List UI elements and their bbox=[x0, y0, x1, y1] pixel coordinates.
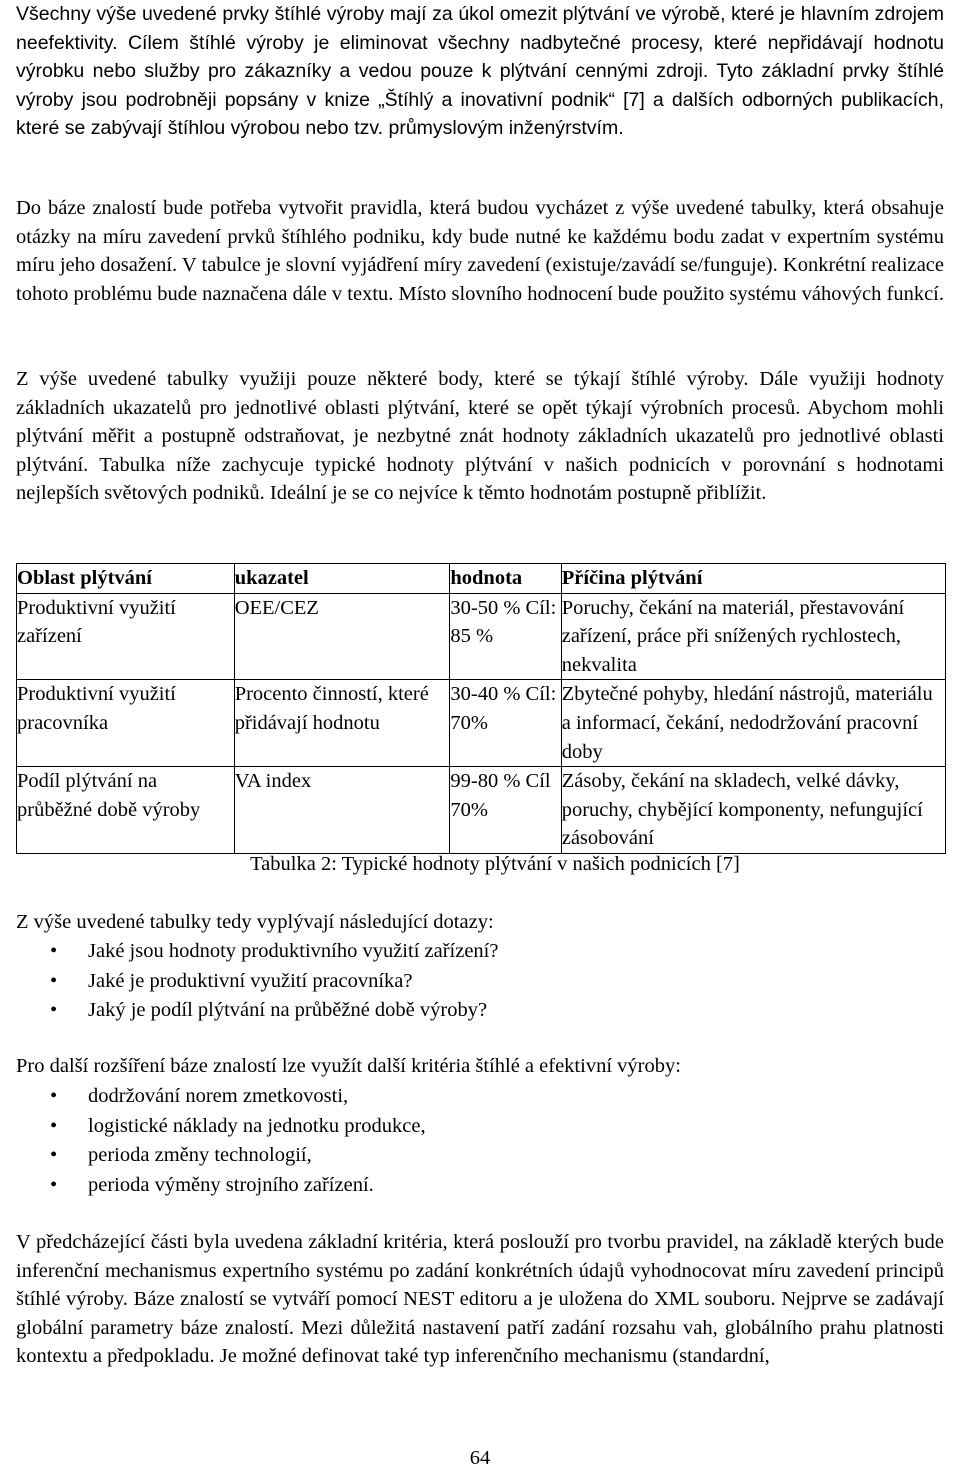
bullet-icon: • bbox=[50, 999, 58, 1021]
list-item-text: Jaké jsou hodnoty produktivního využití zařízení? bbox=[88, 940, 499, 962]
table-header-cell: hodnota bbox=[450, 564, 561, 594]
table-cell: Procento činností, které přidávají hodnotu bbox=[234, 680, 450, 767]
table-cell: Produktivní využití zařízení bbox=[17, 593, 235, 680]
bullet-icon: • bbox=[50, 969, 58, 992]
table-cell: Zásoby, čekání na skladech, velké dávky, poruchy, chybějící komponenty, nefungující zásobování bbox=[561, 767, 945, 854]
table-header-cell: Oblast plýtvání bbox=[17, 564, 235, 594]
list-item bbox=[16, 1082, 426, 1112]
table-caption: Tabulka 2: Typické hodnoty plýtvání v našich podnicích [7] bbox=[250, 853, 740, 875]
list-item bbox=[16, 937, 498, 967]
list-item-text: perioda výměny strojního zařízení. bbox=[88, 1173, 374, 1196]
list-item-text: Jaké je produktivní využití pracovníka? bbox=[88, 969, 413, 992]
paragraph-waste-indicators: Z výše uvedené tabulky využiji pouze některé body, které se týkají štíhlé výroby. Dále využiji hodnoty základních ukazatelů pro jednotlivé oblasti plýtvání, které se opět týkají výrobních procesů. Abychom mohli plýtvání měřit a postupně odstraňovat, je nezbytné znát hodnoty základních ukazatelů pro jednotlivé oblasti plýtvání. Tabulka níže zachycuje typické hodnoty plýtvání v našich podnicích v porovnání s hodnotami nejlepších světových podniků. Ideální je se co nejvíce k těmto hodnotám postupně přiblížit. bbox=[16, 368, 944, 505]
table-cell: 30-50 % Cíl: 85 % bbox=[450, 593, 561, 680]
table-header-cell: Příčina plýtvání bbox=[561, 564, 945, 594]
paragraph-nest-editor: V předcházející části byla uvedena základní kritéria, která poslouží pro tvorbu pravidel, na základě kterých bude inferenční mechanismus expertního systému po zadání konkrétních údajů vyhodnocovat míru zavedení principů štíhlé výroby. Báze znalostí se vytváří pomocí NEST editoru a je uložena do XML souboru. Nejprve se zadávají globální parametry báze znalostí. Mezi důležitá nastavení patří zadání rozsahu vah, globálního prahu platnosti kontextu a předpokladu. Je možné definovat také typ inferenčního mechanismu (standardní, bbox=[16, 1231, 944, 1368]
table-row bbox=[17, 593, 946, 680]
questions-list bbox=[16, 937, 498, 1026]
list-item bbox=[16, 996, 498, 1026]
questions-intro: Z výše uvedené tabulky tedy vyplývají následující dotazy: bbox=[16, 911, 494, 933]
table-row bbox=[17, 767, 946, 854]
table-cell: Produktivní využití pracovníka bbox=[17, 680, 235, 767]
paragraph-knowledge-base-rules: Do báze znalostí bude potřeba vytvořit pravidla, která budou vycházet z výše uvedené tabulky, která obsahuje otázky na míru zavedení prvků štíhlého podniku, kdy bude nutné ke každému bodu zadat v expertním systému míru jeho dosažení. V tabulce je slovní vyjádření míry zavedení (existuje/zavádí se/funguje). Konkrétní realizace tohoto problému bude naznačena dále v textu. Místo slovního hodnocení bude použito systému váhových funkcí. bbox=[16, 197, 944, 305]
table-cell: OEE/CEZ bbox=[234, 593, 450, 680]
list-item bbox=[16, 1112, 426, 1142]
bullet-icon: • bbox=[50, 1173, 58, 1196]
table-cell: Zbytečné pohyby, hledání nástrojů, materiálu a informací, čekání, nedodržování pracovní doby bbox=[561, 680, 945, 767]
bullet-icon: • bbox=[50, 1114, 58, 1137]
extension-intro: Pro další rozšíření báze znalostí lze využít další kritéria štíhlé a efektivní výroby: bbox=[16, 1055, 681, 1077]
table-header-cell: ukazatel bbox=[234, 564, 450, 594]
table-header-row bbox=[17, 564, 946, 594]
waste-values-table bbox=[16, 563, 946, 854]
table-cell: Poruchy, čekání na materiál, přestavování zařízení, práce při snížených rychlostech, nekvalita bbox=[561, 593, 945, 680]
bullet-icon: • bbox=[50, 940, 58, 962]
table-row bbox=[17, 680, 946, 767]
bullet-icon: • bbox=[50, 1085, 58, 1107]
page-number: 64 bbox=[469, 1447, 491, 1469]
table-cell: 30-40 % Cíl: 70% bbox=[450, 680, 561, 767]
list-item-text: Jaký je podíl plýtvání na průběžné době výroby? bbox=[88, 999, 488, 1021]
paragraph-lean-elements: Všechny výše uvedené prvky štíhlé výroby mají za úkol omezit plýtvání ve výrobě, které je hlavním zdrojem neefektivity. Cílem štíhlé výroby je eliminovat všechny nadbytečné procesy, které nepřidávají hodnotu výrobku nebo služby pro zákazníky a vedou pouze k plýtvání cennými zdroji. Tyto základní prvky štíhlé výroby jsou podrobněji popsány v knize „Štíhlý a inovativní podnik“ [7] a dalších odborných publikacích, které se zabývají štíhlou výrobou nebo tzv. průmyslovým inženýrstvím. bbox=[16, 3, 944, 140]
bullet-icon: • bbox=[50, 1144, 58, 1166]
list-item bbox=[16, 967, 498, 997]
extension-criteria-list bbox=[16, 1082, 426, 1200]
list-item bbox=[16, 1141, 426, 1171]
table-cell: 99-80 % Cíl 70% bbox=[450, 767, 561, 854]
list-item bbox=[16, 1171, 426, 1201]
table-cell: VA index bbox=[234, 767, 450, 854]
table-cell: Podíl plýtvání na průběžné době výroby bbox=[17, 767, 235, 854]
list-item-text: perioda změny technologií, bbox=[88, 1144, 312, 1166]
list-item-text: logistické náklady na jednotku produkce, bbox=[88, 1114, 426, 1137]
list-item-text: dodržování norem zmetkovosti, bbox=[88, 1085, 349, 1107]
